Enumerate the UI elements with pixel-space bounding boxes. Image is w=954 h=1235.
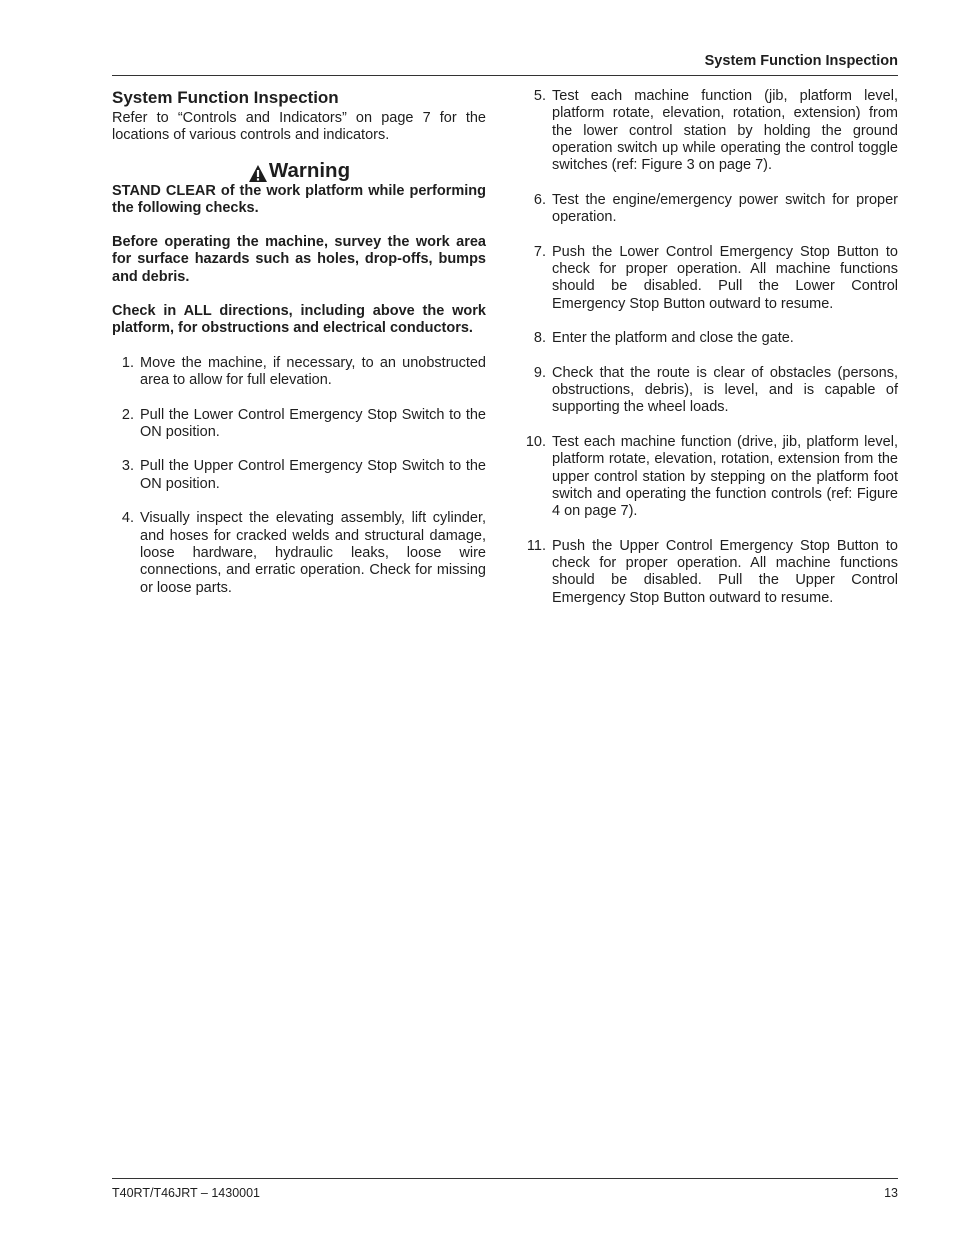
step-number: 10. <box>525 433 546 450</box>
page-number: 13 <box>884 1186 898 1200</box>
list-item <box>112 510 486 596</box>
section-title: System Function Inspection <box>112 88 339 107</box>
warning-heading <box>112 159 486 183</box>
step-text: Visually inspect the elevating assembly, lift cylinder, and hoses for cracked welds and structural damage, loose hardware, hydraulic leaks, loose wire connections, and erratic operation. Check for missing or loose parts. <box>140 510 486 596</box>
list-item <box>522 330 898 347</box>
step-number: 2. <box>121 406 134 423</box>
list-item <box>112 407 486 442</box>
step-text: Pull the Lower Control Emergency Stop Switch to the ON position. <box>140 406 486 440</box>
steps-list-left <box>112 355 486 597</box>
list-item <box>522 88 898 174</box>
list-item <box>112 355 486 390</box>
step-number: 6. <box>533 191 546 208</box>
footer-model: T40RT/T46JRT – 1430001 <box>112 1186 261 1200</box>
running-header-title: System Function Inspection <box>704 53 898 69</box>
step-text: Enter the platform and close the gate. <box>552 330 794 347</box>
list-item <box>522 434 898 520</box>
warning-paragraph: STAND CLEAR of the work platform while performing the following checks. <box>112 182 486 216</box>
warning-paragraph: Before operating the machine, survey the work area for surface hazards such as holes, drop-offs, bumps and debris. <box>112 234 486 285</box>
intro-paragraph: Refer to “Controls and Indicators” on page 7 for the locations of various controls and indicators. <box>112 110 486 144</box>
header-rule <box>112 75 898 76</box>
step-number: 3. <box>121 458 134 475</box>
step-text: Test each machine function (drive, jib, platform level, platform rotate, elevation, rotation, extension from the upper control station by stepping on the platform foot switch and operating the function controls (ref: Figure 4 on page 7). <box>552 433 898 520</box>
step-number: 5. <box>533 88 546 104</box>
step-number: 9. <box>533 364 546 381</box>
step-text: Move the machine, if necessary, to an unobstructed area to allow for full elevation. <box>140 354 486 388</box>
step-text: Push the Lower Control Emergency Stop Button to check for proper operation. All machine functions should be disabled. Pull the Lower Control Emergency Stop Button outward to resume. <box>552 243 898 312</box>
step-text: Test the engine/emergency power switch for proper operation. <box>552 191 898 226</box>
list-item <box>522 192 898 227</box>
step-number: 7. <box>533 243 546 260</box>
warning-paragraph: Check in ALL directions, including above the work platform, for obstructions and electrical conductors. <box>112 303 486 337</box>
step-number: 1. <box>121 354 134 371</box>
footer-rule <box>112 1178 898 1179</box>
warning-triangle-icon <box>248 164 268 183</box>
right-column <box>522 88 898 624</box>
steps-list-right <box>522 88 898 607</box>
step-text: Pull the Upper Control Emergency Stop Switch to the ON position. <box>140 458 486 492</box>
step-number: 8. <box>533 330 546 347</box>
list-item <box>522 365 898 417</box>
left-column <box>112 88 486 614</box>
step-text: Test each machine function (jib, platform level, platform rotate, elevation, rotation, extension) from the lower control station by holding the ground operation switch up while operating the control toggle switches (ref: Figure 3 on page 7). <box>552 88 898 174</box>
warning-title: Warning <box>268 158 351 182</box>
step-text: Check that the route is clear of obstacles (persons, obstructions, debris), is level, and is capable of supporting the wheel loads. <box>552 364 898 416</box>
list-item <box>522 244 898 313</box>
list-item <box>522 538 898 607</box>
list-item <box>112 458 486 493</box>
step-number: 4. <box>121 510 134 527</box>
step-text: Push the Upper Control Emergency Stop Button to check for proper operation. All machine functions should be disabled. Pull the Upper Control Emergency Stop Button outward to resume. <box>552 537 898 606</box>
step-number: 11. <box>526 537 546 554</box>
